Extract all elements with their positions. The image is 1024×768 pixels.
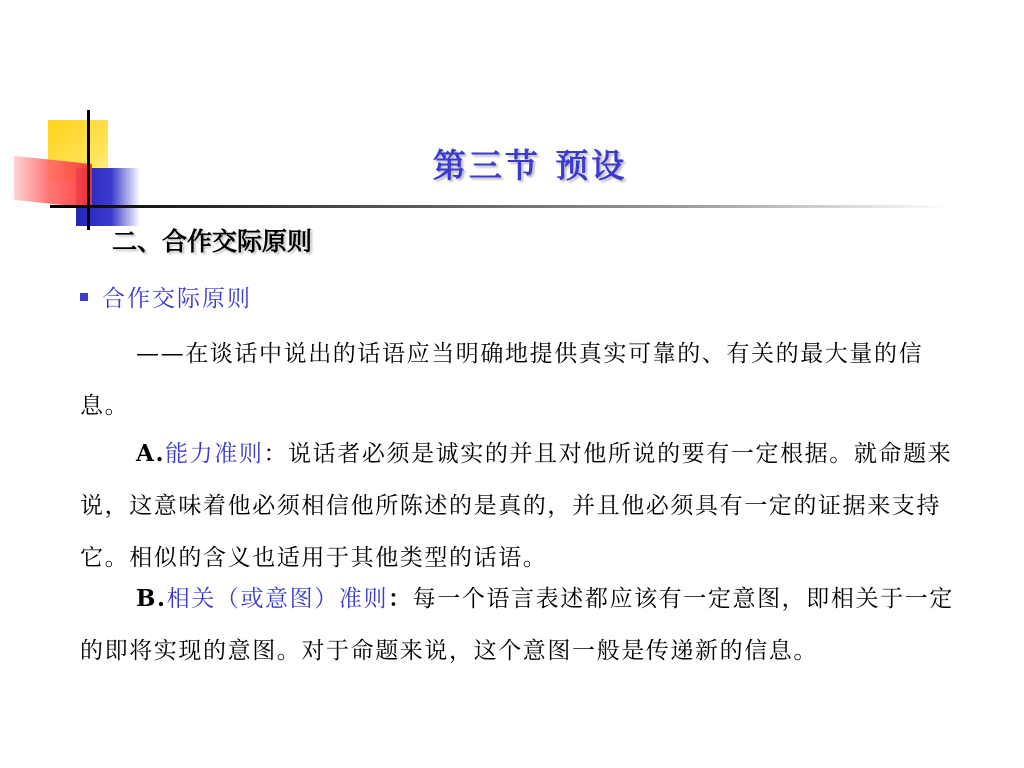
decorative-red-square bbox=[14, 156, 92, 208]
square-bullet-icon bbox=[80, 293, 88, 301]
slide-title: 第三节 预设 bbox=[432, 146, 628, 185]
principle-b-name: 相关（或意图）准则 bbox=[166, 586, 389, 612]
principle-a-name: 能力准则 bbox=[165, 441, 264, 467]
principle-a-paragraph bbox=[80, 428, 955, 584]
bullet-item bbox=[80, 280, 252, 313]
principle-b-key: B. bbox=[136, 585, 167, 612]
principle-b-paragraph bbox=[80, 573, 955, 677]
definition-text: ——在谈话中说出的话语应当明确地提供真实可靠的、有关的最大量的信息。 bbox=[80, 341, 924, 419]
section-heading: 二、合作交际原则 bbox=[112, 227, 313, 256]
decorative-vertical-line bbox=[87, 110, 90, 230]
principle-a-key: A. bbox=[136, 440, 166, 467]
title-underline-divider bbox=[50, 205, 950, 208]
bullet-label: 合作交际原则 bbox=[102, 286, 252, 312]
principle-b-text: 每一个语言表述都应该有一定意图，即相关于一定的即将实现的意图。对于命题来说，这个意图一般是传递新的信息。 bbox=[80, 586, 954, 664]
principle-a-colon: ： bbox=[263, 441, 289, 467]
definition-paragraph bbox=[80, 328, 955, 432]
principle-a-text: 说话者必须是诚实的并且对他所说的要有一定根据。就命题来说，这意味着他必须相信他所陈述的是真的，并且他必须具有一定的证据来支持它。相似的含义也适用于其他类型的话语。 bbox=[80, 441, 953, 571]
principle-b-colon: ： bbox=[388, 585, 413, 612]
